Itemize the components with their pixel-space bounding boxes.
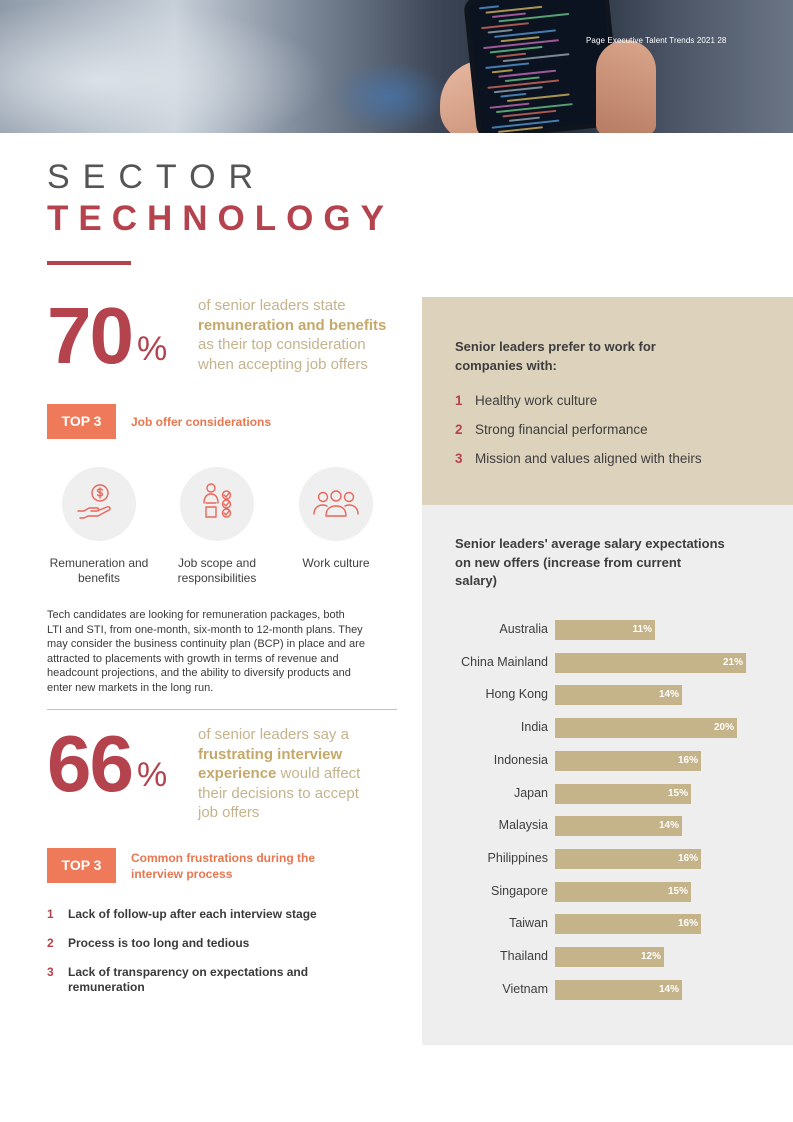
code-line-decoration bbox=[500, 93, 526, 98]
bar-category-label: Australia bbox=[499, 622, 548, 636]
top3-badge-offer: TOP 3 bbox=[47, 404, 116, 439]
icon-label-work-culture: Work culture bbox=[302, 556, 370, 570]
bar-row bbox=[422, 849, 793, 869]
stat1-number: 70 bbox=[47, 291, 132, 380]
bar-value-label: 14% bbox=[658, 820, 679, 832]
stat2-number: 66 bbox=[47, 719, 132, 808]
bar-value-label: 15% bbox=[667, 885, 688, 897]
bar-category-label: Vietnam bbox=[502, 981, 548, 996]
stat1-percent-sign: % bbox=[137, 330, 168, 368]
bar-category-label: Taiwan bbox=[509, 916, 548, 931]
bar-row bbox=[422, 914, 793, 934]
header-banner-image bbox=[0, 0, 793, 133]
bar-row bbox=[422, 620, 793, 640]
sector-name-heading: TECHNOLOGY bbox=[47, 199, 394, 238]
thumb-shape bbox=[596, 40, 656, 133]
bar-value-label: 16% bbox=[677, 918, 698, 930]
bar-row bbox=[422, 784, 793, 804]
code-line-decoration bbox=[496, 53, 526, 58]
bar-value-label: 16% bbox=[677, 852, 698, 864]
frustrations-list bbox=[47, 907, 347, 1009]
bar-category-label: Thailand bbox=[500, 949, 548, 963]
bar-value-label: 11% bbox=[632, 624, 652, 635]
code-line-decoration bbox=[485, 62, 529, 69]
bar bbox=[555, 816, 682, 836]
bar bbox=[555, 849, 701, 869]
bar bbox=[555, 751, 701, 771]
bar-category-label: Singapore bbox=[491, 883, 548, 898]
salary-chart-panel bbox=[422, 505, 793, 1045]
stat2-text: of senior leaders say a frustrating interview experience would affect their decisions to accept job offers bbox=[198, 726, 361, 821]
top3-offer-label: Job offer considerations bbox=[131, 415, 272, 429]
list-item: 1 Lack of follow-up after each interview stage bbox=[47, 907, 317, 921]
code-line-decoration bbox=[479, 5, 499, 9]
preference-item: 2 Strong financial performance bbox=[455, 422, 648, 437]
bar-value-label: 14% bbox=[658, 689, 679, 701]
top3-badge-frustrations: TOP 3 bbox=[47, 848, 116, 883]
bar bbox=[555, 914, 701, 934]
bar-row bbox=[422, 882, 793, 902]
bar-value-label: 21% bbox=[722, 656, 743, 668]
list-item: 3 Lack of transparency on expectations and remuneration bbox=[47, 965, 309, 994]
bar-row bbox=[422, 653, 793, 673]
bar-category-label: Indonesia bbox=[493, 752, 548, 767]
person-checklist-icon bbox=[180, 467, 254, 541]
bar-value-label: 12% bbox=[640, 951, 661, 962]
bar bbox=[555, 882, 691, 902]
code-line-decoration bbox=[498, 126, 543, 133]
preferences-title: Senior leaders prefer to work for companies with: bbox=[455, 339, 656, 373]
bar-value-label: 14% bbox=[658, 983, 679, 995]
stat1-text: of senior leaders state remuneration and benefits as their top consideration when accepting job offers bbox=[198, 297, 387, 373]
preference-item: 1 Healthy work culture bbox=[455, 393, 598, 408]
bar-category-label: India bbox=[520, 720, 548, 735]
bar-row bbox=[422, 947, 793, 967]
bar-row bbox=[422, 816, 793, 836]
bar-category-label: Hong Kong bbox=[485, 687, 548, 702]
bar-value-label: 15% bbox=[667, 787, 688, 799]
section-divider bbox=[47, 709, 397, 710]
bar bbox=[555, 653, 746, 673]
chart-title: Senior leaders' average salary expectations on new offers (increase from current salary) bbox=[455, 536, 725, 588]
hand-coin-icon bbox=[62, 467, 136, 541]
preferences-panel bbox=[422, 297, 793, 505]
bar-category-label: China Mainland bbox=[461, 654, 548, 669]
icon-label-job-scope: Job scope and responsibilities bbox=[177, 556, 257, 585]
bar-row bbox=[422, 685, 793, 705]
tech-candidates-paragraph: Tech candidates are looking for remuneration packages, both LTI and STI, from one-month, six-month to 12-month plans. They may consider the business continuity plan (BCP) in place and are attracted to placements with growth in terms of revenue and headcount projections, and the ability to diversify products and enter new markets in the long run. bbox=[47, 609, 365, 694]
stat2-percent-sign: % bbox=[137, 756, 168, 794]
title-rule bbox=[47, 261, 131, 265]
page-reference: Page Executive Talent Trends 2021 28 bbox=[586, 36, 727, 45]
code-line-decoration bbox=[492, 69, 513, 73]
list-item: 2 Process is too long and tedious bbox=[47, 936, 250, 950]
bar bbox=[555, 620, 655, 640]
code-line-decoration bbox=[481, 22, 529, 29]
bar-row bbox=[422, 751, 793, 771]
top3-frustrations-label: Common frustrations during the interview process bbox=[131, 851, 315, 881]
sector-heading: SECTOR bbox=[47, 158, 267, 196]
bar bbox=[555, 980, 682, 1000]
code-line-decoration bbox=[488, 29, 513, 34]
bar-category-label: Philippines bbox=[487, 850, 548, 865]
bar bbox=[555, 784, 691, 804]
bar-row bbox=[422, 718, 793, 738]
bar bbox=[555, 718, 737, 738]
preference-item: 3 Mission and values aligned with theirs bbox=[455, 451, 702, 466]
bar-value-label: 20% bbox=[713, 722, 734, 734]
bar-value-label: 16% bbox=[677, 754, 698, 766]
bar-category-label: Japan bbox=[513, 785, 548, 800]
bar bbox=[555, 685, 682, 705]
icon-label-remuneration: Remuneration and benefits bbox=[49, 556, 149, 585]
team-icon bbox=[299, 467, 373, 541]
bar bbox=[555, 947, 664, 967]
bar-category-label: Malaysia bbox=[498, 818, 548, 833]
bar-row bbox=[422, 980, 793, 1000]
